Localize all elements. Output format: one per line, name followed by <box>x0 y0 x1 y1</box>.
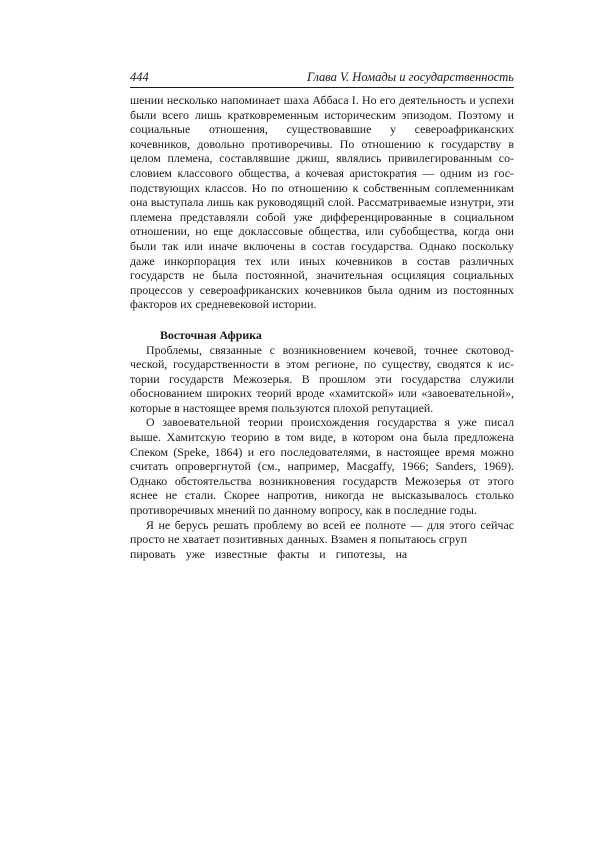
book-page <box>130 70 514 561</box>
paragraph-truncated-line: пировать уже известные факты и гипотезы, на <box>130 546 408 561</box>
section-heading: Восточная Африка <box>160 327 262 342</box>
running-header <box>130 70 514 88</box>
page-number: 444 <box>130 70 149 84</box>
running-title: Глава V. Номады и государственность <box>307 70 514 84</box>
paragraph: Я не берусь решать проблему во всей ее полноте — для этого сейчас просто не хватает позитивных данных. Взамен я попытаюсь сгруп <box>130 517 514 547</box>
paragraph-continued: шении несколько напоминает шаха Аббаса I. Но его деятельность и успехи были всего лишь кратковременным историческим эпизодом. Поэтому и социальные отношения, существовавшие у североафриканских кочевников, довольно противоречивы. По отношению к государству в целом племена, составлявшие джиш, являлись привилегированным сословием классового общества, а кочевая аристократия — одним из господствующих классов. Но по отношению к собственным соплеменникам она выступала лишь как руководящий слой. Рассматриваемые изнутри, эти племена представляли собой уже дифференцированные в социальном отношении, но еще доклассовые общества, или субобщества, когда они были так или иначе включены в состав государства. Однако поскольку даже инкорпорация тех или иных кочевников в состав различных государств не была постоянной, значительная осциляция социальных процессов у североафриканских кочевников была одним из постоянных факторов их средневековой истории. <box>130 93 514 312</box>
page-body <box>130 93 514 561</box>
paragraph: О завоевательной теории происхождения государства я уже писал выше. Хамитскую теорию в том виде, в котором она была предложена Спеком (Speke, 1864) и его последователями, в настоящее время можно считать опровергнутой (см., например, Macgaffy, 1966; Sanders, 1969). Однако обстоятельства возникновения государств Межозерья от этого яснее не стали. Скорее напротив, никогда не высказывалось столько противоречивых мнений по данному вопросу, как в последние годы. <box>130 415 514 518</box>
paragraph: Проблемы, связанные с возникновением кочевой, точнее скотоводческой, государственности в этом регионе, по существу, сводятся к истории государств Межозерья. В прошлом эти государства служили обоснованием широких теорий вроде «хамитской» или «завоевательной», которые в настоящее время пользуются плохой репутацией. <box>130 342 514 415</box>
